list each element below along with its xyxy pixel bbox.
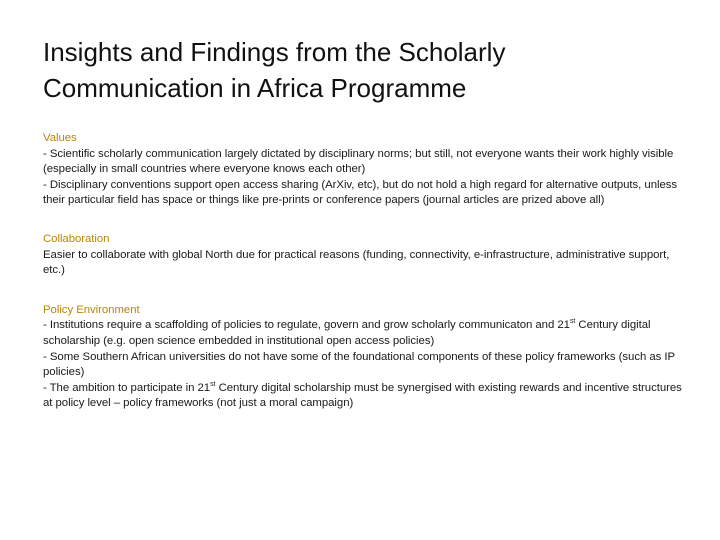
policy-item-3-text-a: - The ambition to participate in 21 bbox=[43, 381, 211, 394]
policy-item-1-text-a: - Institutions require a scaffolding of policies to regulate, govern and grow scholarly communicaton and 21 bbox=[43, 319, 570, 332]
policy-item-3-superscript: st bbox=[210, 380, 216, 388]
section-heading-values: Values bbox=[43, 132, 77, 144]
policy-item-3-text-b: Century digital scholarship must be synergised with existing rewards and incentive structures at policy level – policy frameworks (not just a moral campaign) bbox=[43, 381, 682, 410]
section-heading-policy-environment: Policy Environment bbox=[43, 303, 140, 316]
policy-item-3 bbox=[43, 381, 693, 412]
collaboration-item-1: Easier to collaborate with global North due for practical reasons (funding, connectivity, e-infrastructure, administrative support, etc.) bbox=[43, 248, 670, 277]
policy-item-1 bbox=[43, 318, 693, 349]
section-heading-collaboration: Collaboration bbox=[43, 232, 110, 245]
slide-body bbox=[43, 131, 693, 435]
values-item-2: - Disciplinary conventions support open access sharing (ArXiv, etc), but do not hold a high regard for alternative outputs, unless their particular field has space or things like pre-prints or conference papers (journal articles are prized above all) bbox=[43, 178, 678, 207]
policy-item-1-text-b: Century digital scholarship (e.g. open science embedded in institutional open access policies) bbox=[43, 319, 651, 347]
policy-item-2: - Some Southern African universities do not have some of the foundational components of these policy frameworks (such as IP policies) bbox=[43, 350, 675, 379]
slide-title: Insights and Findings from the Scholarly Communication in Africa Programme bbox=[43, 37, 506, 103]
values-item-1: - Scientific scholarly communication largely dictated by disciplinary norms; but still, not everyone wants their work highly visible (especially in small countries where everyone knows each other) bbox=[43, 147, 674, 176]
section-policy-environment bbox=[43, 303, 693, 412]
section-collaboration bbox=[43, 232, 693, 279]
policy-item-1-superscript: st bbox=[569, 318, 576, 326]
section-values bbox=[43, 131, 693, 209]
